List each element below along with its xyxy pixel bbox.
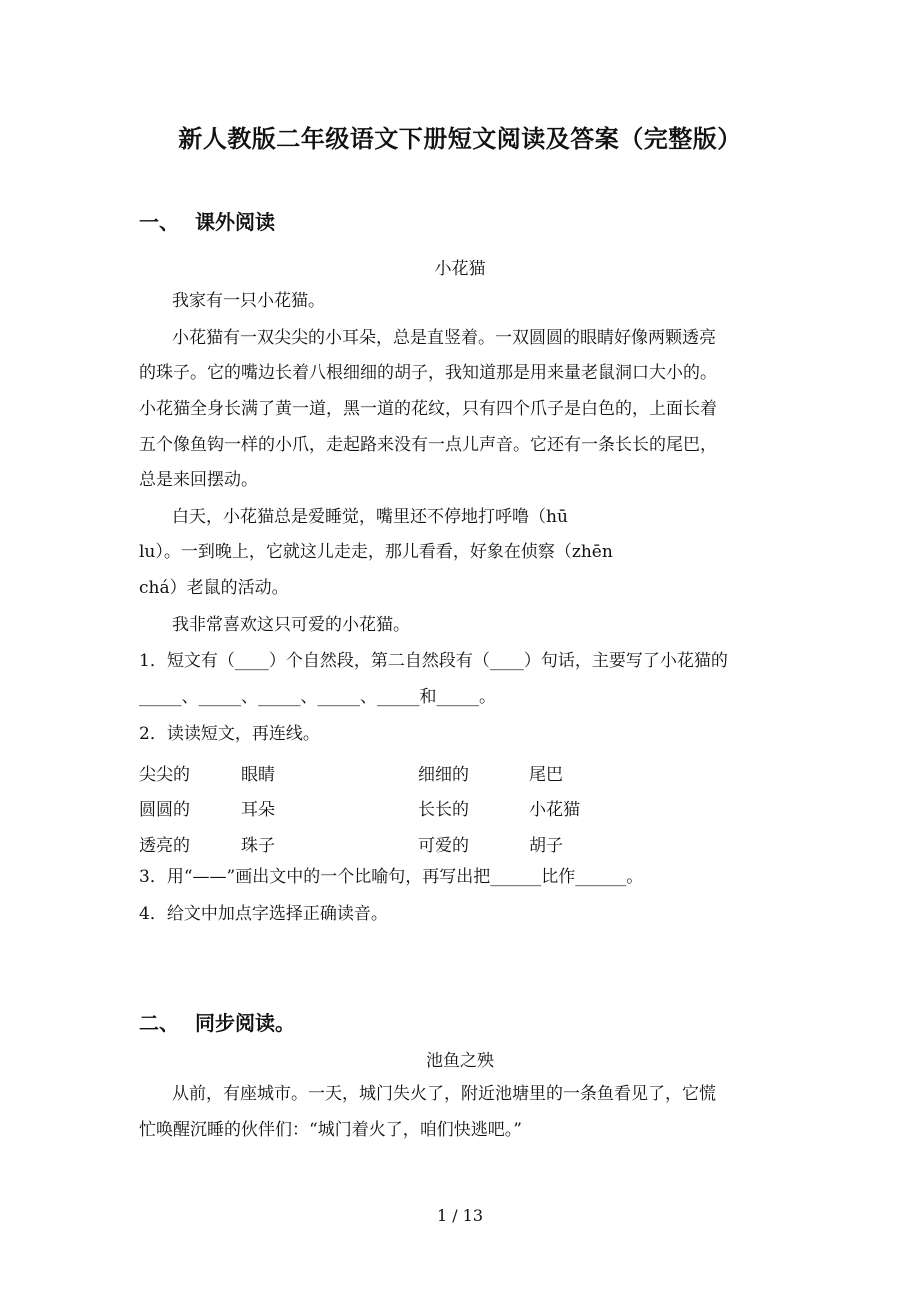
match-right-adjective: 可爱的 [418,836,469,856]
match-right-adjective: 细细的 [418,765,469,785]
match-right-noun: 尾巴 [529,765,563,785]
document-title: 新人教版二年级语文下册短文阅读及答案（完整版） [178,124,742,153]
paragraph-line: 小花猫有一双尖尖的小耳朵，总是直竖着。一双圆圆的眼睛好像两颗透亮 [172,328,716,348]
section-2-number: 二、 [139,1011,179,1035]
paragraph-line: 总是来回摆动。 [139,470,258,490]
question-2: 2．读读短文，再连线。 [139,724,320,744]
match-left-adjective: 尖尖的 [139,765,190,785]
match-left-adjective: 透亮的 [139,836,190,856]
paragraph-line: chá）老鼠的活动。 [139,578,289,598]
paragraph-line: lu）。一到晚上，它就这儿走走，那儿看看，好象在侦察（zhēn [139,542,613,562]
paragraph-line: 的珠子。它的嘴边长着八根细细的胡子，我知道那是用来量老鼠洞口大小的。 [139,363,717,383]
section-2-heading [139,1007,295,1036]
match-right-adjective: 长长的 [418,800,469,820]
match-right-noun: 胡子 [529,836,563,856]
paragraph-line: 我家有一只小花猫。 [172,291,325,311]
section-1-number: 一、 [139,210,179,234]
question-1: 1．短文有（____）个自然段，第二自然段有（____）句话，主要写了小花猫的 [139,651,728,671]
paragraph-line: 忙唤醒沉睡的伙伴们：“城门着火了，咱们快逃吧。” [139,1120,522,1140]
story-1-title: 小花猫 [434,259,486,279]
match-right-noun: 小花猫 [529,800,580,820]
question-4: 4．给文中加点字选择正确读音。 [139,904,388,924]
question-3: 3．用“——”画出文中的一个比喻句，再写出把______比作______。 [139,867,644,887]
paragraph-line: 从前，有座城市。一天，城门失火了，附近池塘里的一条鱼看见了，它慌 [172,1084,716,1104]
match-left-noun: 耳朵 [241,800,275,820]
paragraph-line: 小花猫全身长满了黄一道，黑一道的花纹，只有四个爪子是白色的，上面长着 [139,399,717,419]
match-left-noun: 眼睛 [241,765,275,785]
story-2-title: 池鱼之殃 [426,1051,494,1071]
paragraph-line: 我非常喜欢这只可爱的小花猫。 [172,615,410,635]
section-2-title: 同步阅读。 [195,1011,295,1035]
match-left-noun: 珠子 [241,836,275,856]
question-1-blanks: _____、_____、_____、_____、_____和_____。 [139,687,496,707]
page-indicator: 1 / 13 [436,1206,484,1225]
section-1-heading [139,206,275,235]
paragraph-line: 五个像鱼钩一样的小爪，走起路来没有一点儿声音。它还有一条长长的尾巴， [139,435,717,455]
paragraph-line: 白天，小花猫总是爱睡觉，嘴里还不停地打呼噜（hū [172,507,568,527]
section-1-title: 课外阅读 [195,210,275,234]
match-left-adjective: 圆圆的 [139,800,190,820]
